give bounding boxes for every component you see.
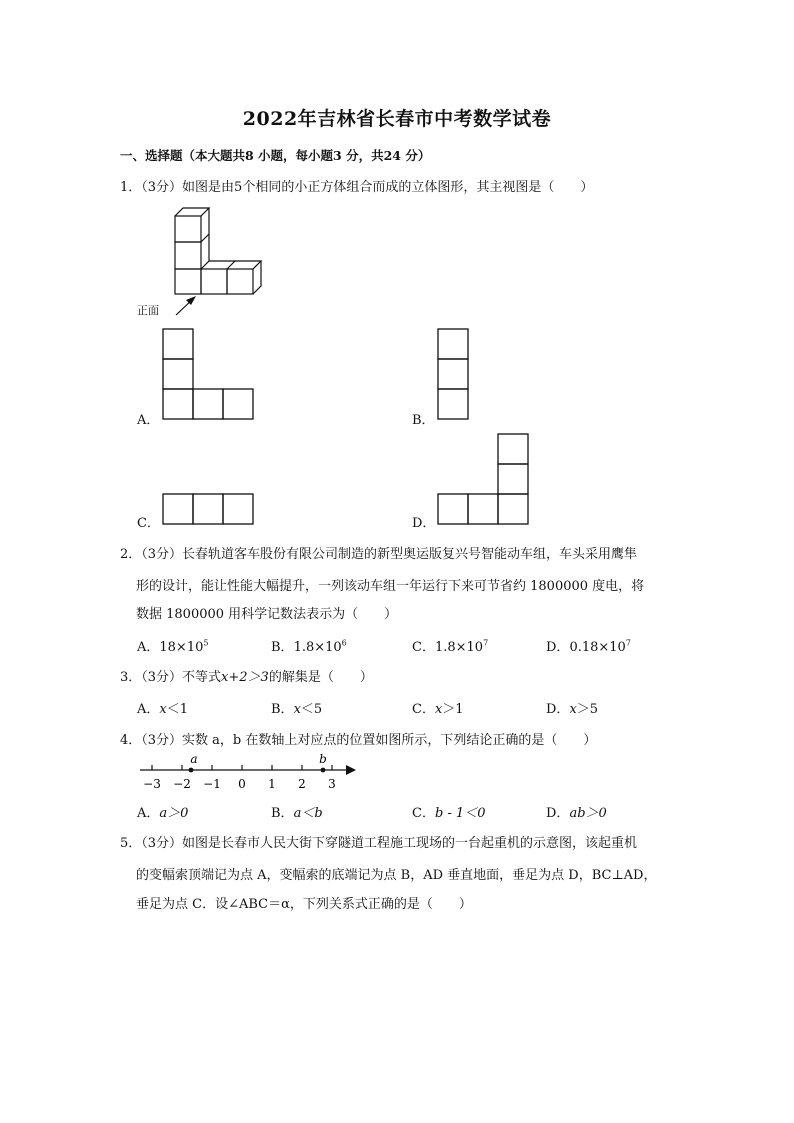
q1-option-b-label[interactable]: B．: [412, 413, 435, 428]
q2-option-d[interactable]: D．$0.18\times 10^7$: [546, 638, 631, 655]
question-2-line-2: 形的设计，能让性能大幅提升，一列该动车组一年运行下来可节省约 1800000 度电，将: [136, 579, 645, 594]
question-5-line-2: 的变幅索顶端记为点 A，变幅索的底端记为点 B，AD 垂直地面，垂足为点 D，BC⊥AD，: [136, 868, 657, 883]
question-2-line-3: 数据 1800000 用科学记数法表示为（ ）: [136, 607, 398, 622]
q2-option-b[interactable]: B．$1.8\times 10^6$: [271, 638, 347, 655]
question-4-stem: 4．（3分）实数 a，b 在数轴上对应点的位置如图所示，下列结论正确的是（ ）: [120, 733, 597, 748]
q4-option-b[interactable]: B．a＜b: [271, 806, 323, 821]
number-line-tick-label: 3: [328, 777, 336, 791]
front-label: 正面: [137, 304, 159, 317]
question-1-stem: 1．（3分）如图是由5个相同的小正方体组合而成的立体图形，其主视图是（ ）: [120, 180, 594, 195]
q3-option-d[interactable]: D．x＞5: [546, 702, 599, 717]
number-line-tick-label: 0: [238, 777, 246, 791]
number-line-tick-label: −3: [143, 777, 161, 791]
number-line-tick-label: 2: [298, 777, 306, 791]
q3-option-a[interactable]: A．x＜1: [137, 702, 189, 717]
question-5-line-1: 5．（3分）如图是长春市人民大街下穿隧道工程施工现场的一台起重机的示意图，该起重机: [120, 836, 638, 851]
number-line-tick-label: −1: [203, 777, 221, 791]
section-heading: 一、选择题（本大题共8 小题，每小题3 分，共24 分）: [120, 148, 431, 163]
q3-option-c[interactable]: C．x＞1: [412, 702, 464, 717]
number-line-tick-label: 1: [268, 777, 276, 791]
q3-option-b[interactable]: B．x＜5: [271, 702, 323, 717]
q4-option-c[interactable]: C．b - 1＜0: [412, 806, 486, 821]
question-3-stem: 3．（3分）不等式x+2＞3的解集是（ ）: [120, 670, 373, 685]
point-a-label: a: [190, 752, 198, 766]
q4-option-d[interactable]: D．ab＞0: [546, 806, 607, 821]
number-line-tick-label: −2: [173, 777, 191, 791]
q1-option-d-label[interactable]: D．: [412, 516, 436, 531]
q2-option-a[interactable]: A．$18\times 10^5$: [137, 638, 209, 655]
q4-option-a[interactable]: A．a＞0: [137, 806, 189, 821]
paper-title: 2022年吉林省长春市中考数学试卷: [242, 108, 552, 130]
q1-option-a-label[interactable]: A．: [137, 413, 160, 428]
number-line-arrow: [346, 765, 356, 775]
question-5-line-3: 垂足为点 C．设∠ABC＝α，下列关系式正确的是（ ）: [136, 897, 472, 912]
question-2-line-1: 2．（3分）长春轨道客车股份有限公司制造的新型奥运版复兴号智能动车组，车头采用鹰隼: [120, 547, 638, 562]
point-b: [321, 768, 326, 773]
q2-option-c[interactable]: C．$1.8\times 10^7$: [412, 638, 489, 655]
q1-option-c-label[interactable]: C．: [137, 516, 160, 531]
point-b-label: b: [319, 752, 327, 766]
point-a: [189, 768, 194, 773]
